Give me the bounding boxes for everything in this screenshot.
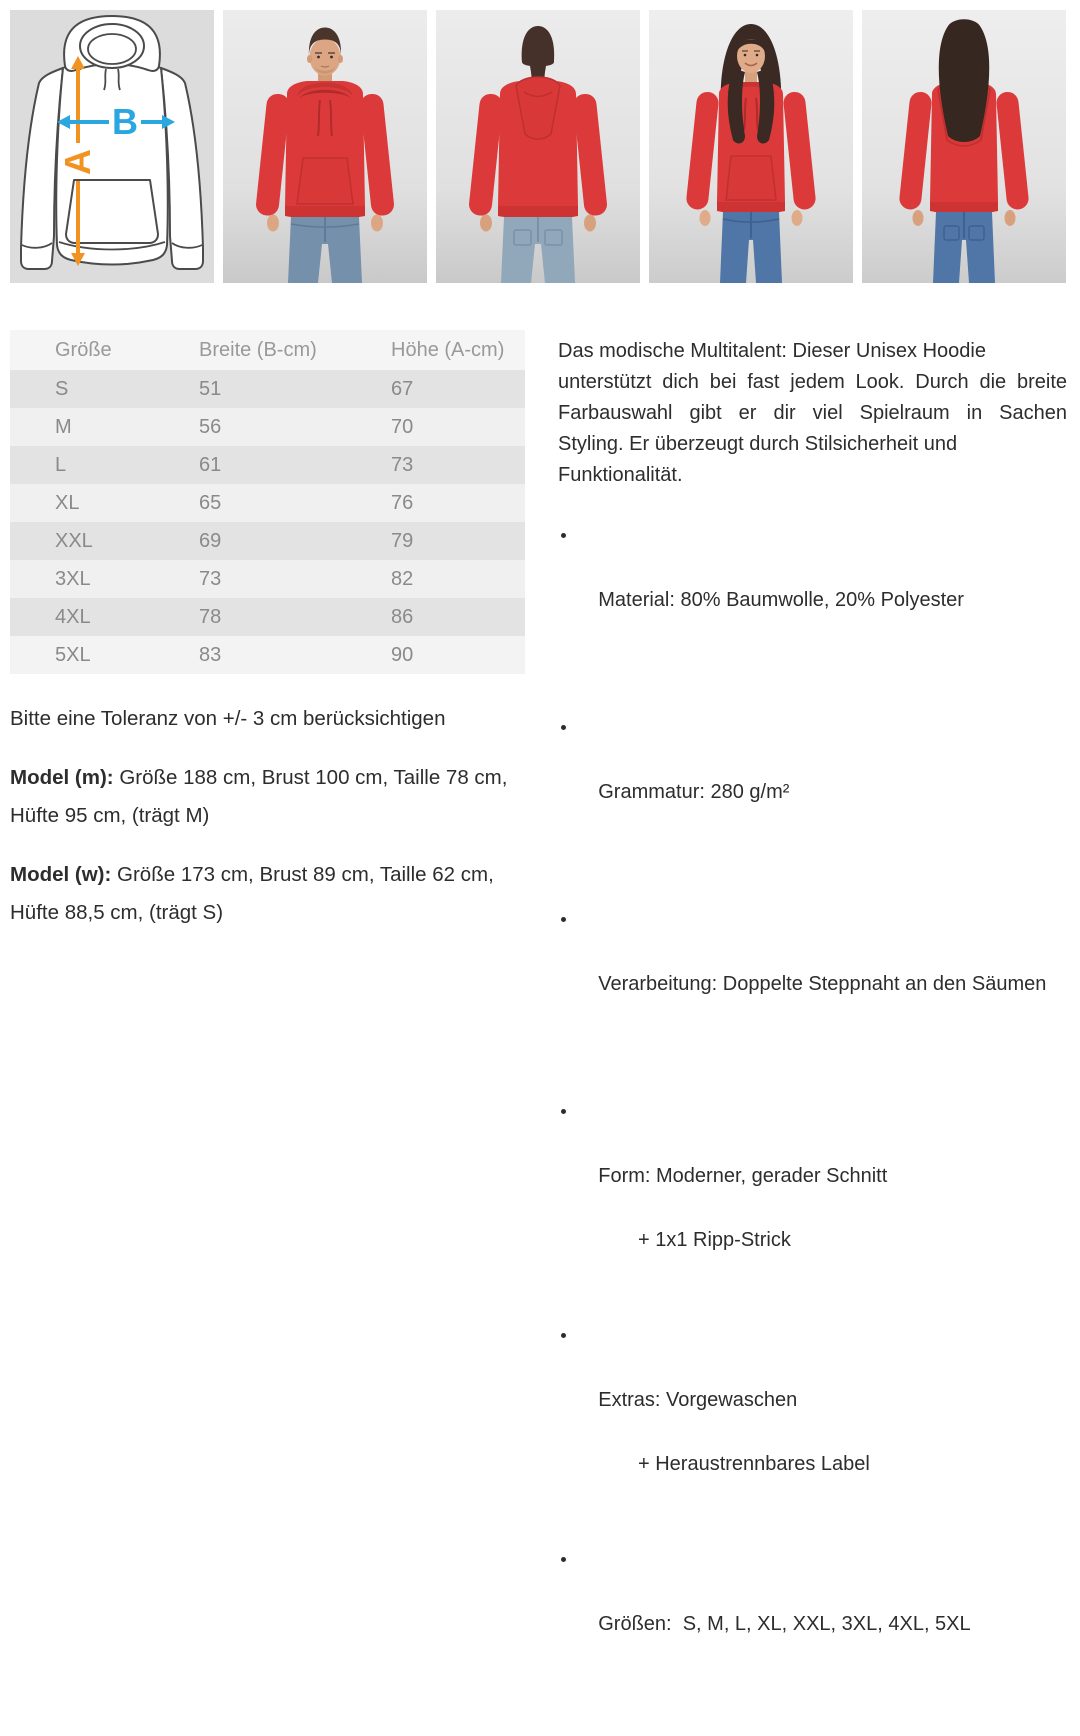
cell-breite: 73 — [198, 560, 390, 598]
cell-size: L — [10, 446, 198, 484]
size-table — [10, 330, 525, 674]
cell-breite: 65 — [198, 484, 390, 522]
product-description — [558, 330, 1067, 491]
table-row — [10, 370, 525, 408]
product-image-gallery — [0, 0, 1080, 283]
feature-item — [558, 712, 1067, 904]
description-column — [558, 330, 1067, 1736]
model-m-note — [10, 759, 525, 835]
man-front-photo-illustration — [223, 10, 427, 283]
cell-size: XL — [10, 484, 198, 522]
size-table-body — [10, 370, 525, 674]
table-row — [10, 560, 525, 598]
photo-man-front[interactable] — [223, 10, 427, 283]
cell-size: S — [10, 370, 198, 408]
description-line: Funktionalität. — [558, 464, 683, 486]
description-line: Das modische Multitalent: Dieser Unisex Hoodie — [558, 340, 986, 362]
model-m-measurements: Größe 188 cm, Brust 100 cm, Taille 78 cm, Hüfte 95 cm, (trägt M) — [10, 766, 508, 827]
table-row — [10, 484, 525, 522]
woman-front-photo-illustration — [649, 10, 853, 283]
label-b: B — [112, 101, 138, 142]
model-w-measurements: Größe 173 cm, Brust 89 cm, Taille 62 cm, Hüfte 88,5 cm, (trägt S) — [10, 863, 494, 924]
feature-item — [558, 904, 1067, 1096]
label-a: A — [57, 149, 98, 175]
cell-breite: 83 — [198, 636, 390, 674]
cell-hoehe: 90 — [390, 636, 525, 674]
description-line: unterstützt dich bei fast jedem Look. Durch die breite — [558, 371, 1067, 393]
column-header-groesse: Größe — [10, 330, 198, 370]
cell-breite: 69 — [198, 522, 390, 560]
feature-item — [558, 1096, 1067, 1320]
cell-breite: 51 — [198, 370, 390, 408]
product-info-section — [0, 330, 1080, 1736]
size-diagram-image[interactable] — [10, 10, 214, 283]
model-m-label: Model (m): — [10, 766, 114, 789]
bullet-dot — [561, 533, 566, 538]
cell-hoehe: 79 — [390, 522, 525, 560]
man-back-photo-illustration — [436, 10, 640, 283]
feature-text: Grammatur: 280 g/m² — [598, 781, 790, 803]
model-w-note — [10, 856, 525, 932]
cell-hoehe: 70 — [390, 408, 525, 446]
table-row — [10, 446, 525, 484]
bullet-dot — [561, 917, 566, 922]
size-info-column — [10, 330, 525, 1736]
feature-sub-lines — [576, 1224, 1067, 1256]
photo-woman-back[interactable] — [862, 10, 1066, 283]
column-header-hoehe: Höhe (A-cm) — [390, 330, 525, 370]
description-line: Farbauswahl gibt er dir viel Spielraum in Sachen — [558, 402, 1067, 424]
model-w-label: Model (w): — [10, 863, 112, 886]
cell-hoehe: 67 — [390, 370, 525, 408]
feature-item — [558, 520, 1067, 712]
feature-text: Verarbeitung: Doppelte Steppnaht an den Säumen — [598, 973, 1047, 995]
cell-size: 3XL — [10, 560, 198, 598]
photo-woman-front[interactable] — [649, 10, 853, 283]
cell-breite: 78 — [198, 598, 390, 636]
feature-sub-line: + Heraustrennbares Label — [638, 1453, 870, 1475]
cell-size: 5XL — [10, 636, 198, 674]
cell-breite: 56 — [198, 408, 390, 446]
table-row — [10, 636, 525, 674]
feature-text: Größen: S, M, L, XL, XXL, 3XL, 4XL, 5XL — [598, 1613, 971, 1635]
cell-breite: 61 — [198, 446, 390, 484]
column-header-breite: Breite (B-cm) — [198, 330, 390, 370]
bullet-dot — [561, 1333, 566, 1338]
size-table-header-row — [10, 330, 525, 370]
feature-text: Extras: Vorgewaschen — [598, 1389, 798, 1411]
table-row — [10, 598, 525, 636]
table-row — [10, 522, 525, 560]
bullet-dot — [561, 1557, 566, 1562]
hoodie-measurement-diagram — [10, 10, 214, 283]
cell-hoehe: 76 — [390, 484, 525, 522]
woman-back-photo-illustration — [862, 10, 1066, 283]
feature-text: Material: 80% Baumwolle, 20% Polyester — [598, 589, 964, 611]
feature-text: Form: Moderner, gerader Schnitt — [598, 1165, 888, 1187]
cell-size: 4XL — [10, 598, 198, 636]
cell-hoehe: 73 — [390, 446, 525, 484]
description-line: Styling. Er überzeugt durch Stilsicherheit und — [558, 433, 958, 455]
feature-item — [558, 1320, 1067, 1544]
cell-size: M — [10, 408, 198, 446]
cell-hoehe: 82 — [390, 560, 525, 598]
photo-man-back[interactable] — [436, 10, 640, 283]
tolerance-note: Bitte eine Toleranz von +/- 3 cm berücksichtigen — [10, 707, 446, 730]
feature-sub-lines — [576, 1448, 1067, 1480]
bullet-dot — [561, 1109, 566, 1114]
cell-hoehe: 86 — [390, 598, 525, 636]
table-row — [10, 408, 525, 446]
feature-item — [558, 1544, 1067, 1736]
feature-list — [558, 520, 1067, 1736]
feature-sub-line: + 1x1 Ripp-Strick — [638, 1229, 791, 1251]
bullet-dot — [561, 725, 566, 730]
cell-size: XXL — [10, 522, 198, 560]
